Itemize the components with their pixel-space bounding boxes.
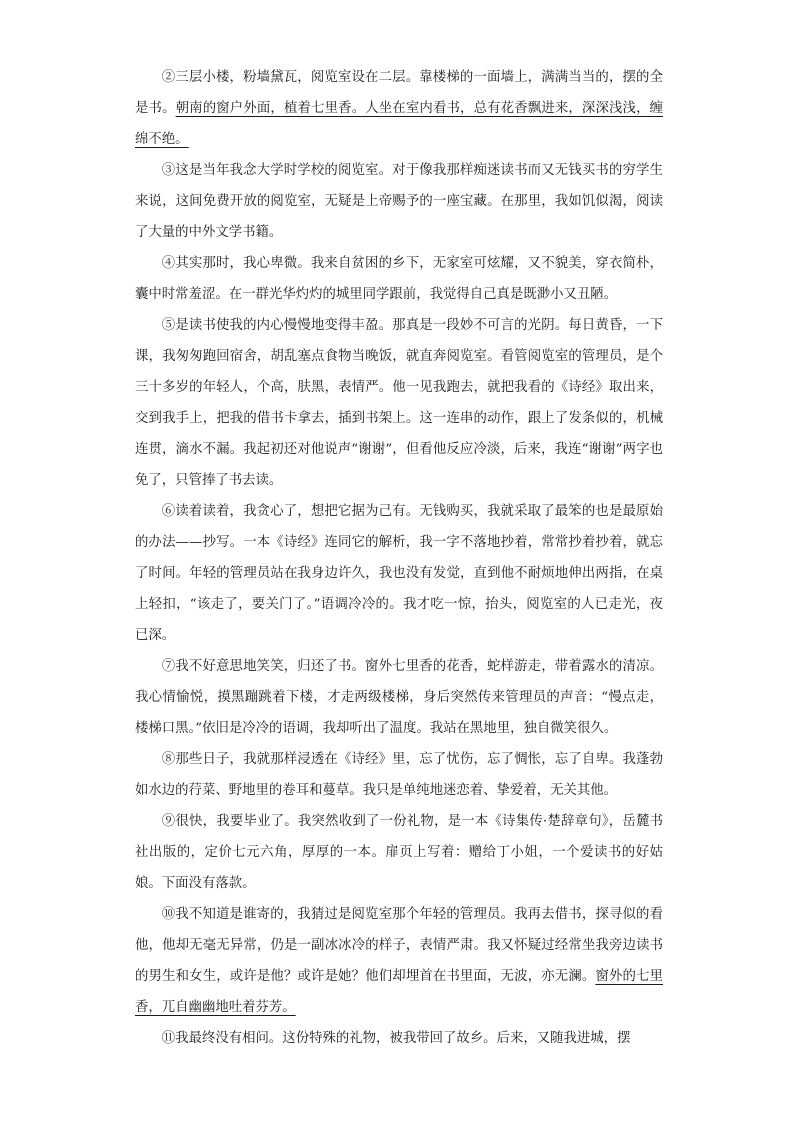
paragraph-2 — [135, 62, 663, 155]
underlined-text: 窗外的七里香，兀自幽幽地吐着芬芳。 — [135, 969, 663, 1015]
paragraph-7 — [135, 651, 663, 744]
paragraph-text: ⑧那些日子，我就那样浸透在《诗经》里，忘了忧伤，忘了惆怅，忘了自卑。我蓬勃如水边的荇菜、野地里的卷耳和蔓草。我只是单纯地迷恋着、挚爱着，无关其他。 — [135, 752, 663, 798]
paragraph-text: ⑨很快，我要毕业了。我突然收到了一份礼物，是一本《诗集传·楚辞章句》，岳麓书社出版的，定价七元六角，厚厚的一本。扉页上写着：赠给丁小姐，一个爱读书的好姑娘。下面没有落款。 — [135, 814, 663, 891]
paragraph-text: ②三层小楼，粉墙黛瓦，阅览室设在二层。靠楼梯的一面墙上，满满当当的，摆的全是书。 — [135, 70, 663, 116]
paragraph-8 — [135, 744, 663, 806]
paragraph-text: ⑥读着读着，我贪心了，想把它据为己有。无钱购买，我就采取了最笨的也是最原始的办法——抄写。一本《诗经》连同它的解析，我一字不落地抄着，常常抄着抄着，就忘了时间。年轻的管理员站在我身边许久，我也没有发觉，直到他不耐烦地伸出两指，在桌上轻扣，“该走了，要关门了。”语调冷冷的。我才吃一惊，抬头，阅览室的人已走光，夜已深。 — [135, 504, 663, 643]
document-page — [135, 62, 663, 1054]
paragraph-text: ⑦我不好意思地笑笑，归还了书。窗外七里香的花香，蛇样游走，带着露水的清凉。我心情愉悦，摸黑蹦跳着下楼，才走两级楼梯，身后突然传来管理员的声音：“慢点走，楼梯口黑。”依旧是冷冷的语调，我却听出了温度。我站在黑地里，独自微笑很久。 — [135, 659, 663, 736]
paragraph-text: ⑤是读书使我的内心慢慢地变得丰盈。那真是一段妙不可言的光阴。每日黄昏，一下课，我匆匆跑回宿舍，胡乱塞点食物当晚饭，就直奔阅览室。看管阅览室的管理员，是个三十多岁的年轻人，个高，肤黑，表情严。他一见我跑去，就把我看的《诗经》取出来，交到我手上，把我的借书卡拿去，插到书架上。这一连串的动作，跟上了发条似的，机械连贯，滴水不漏。我起初还对他说声“谢谢”，但看他反应冷淡，后来，我连“谢谢”两字也免了，只管捧了书去读。 — [135, 318, 663, 488]
paragraph-10 — [135, 899, 663, 1023]
underlined-text: 朝南的窗户外面，植着七里香。人坐在室内看书，总有花香飘进来，深深浅浅，缠绵不绝。 — [135, 101, 664, 147]
paragraph-6 — [135, 496, 663, 651]
paragraph-text: ④其实那时，我心卑微。我来自贫困的乡下，无家室可炫耀，又不貌美，穿衣简朴，囊中时常羞涩。在一群光华灼灼的城里同学跟前，我觉得自己真是既渺小又丑陋。 — [135, 256, 663, 302]
paragraph-text: ⑪我最终没有相问。这份特殊的礼物，被我带回了故乡。后来，又随我进城，摆 — [161, 1031, 631, 1046]
paragraph-9 — [135, 806, 663, 899]
paragraph-3 — [135, 155, 663, 248]
paragraph-text: ③这是当年我念大学时学校的阅览室。对于像我那样痴迷读书而又无钱买书的穷学生来说，这间免费开放的阅览室，无疑是上帝赐予的一座宝藏。在那里，我如饥似渴，阅读了大量的中外文学书籍。 — [135, 163, 663, 240]
paragraph-text: ⑩我不知道是谁寄的，我猜过是阅览室那个年轻的管理员。我再去借书，探寻似的看他，他却无毫无异常，仍是一副冰冰冷的样子，表情严肃。我又怀疑过经常坐我旁边读书的男生和女生，或许是他？或许是她？他们却埋首在书里面，无波，亦无澜。 — [135, 907, 663, 984]
paragraph-4 — [135, 248, 663, 310]
paragraph-5 — [135, 310, 663, 496]
paragraph-11 — [135, 1023, 663, 1054]
